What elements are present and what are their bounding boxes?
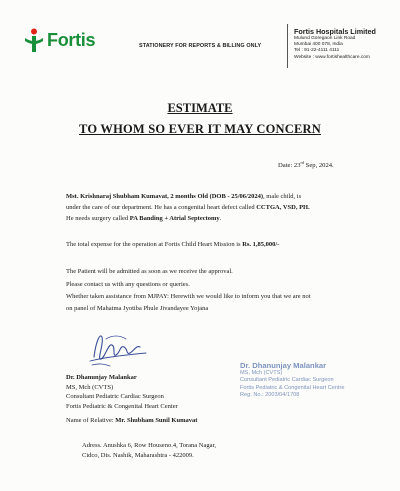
stamp-line: Reg. No.: 2003/04/1708 bbox=[240, 392, 300, 399]
address-line: Mulund Goregaon Link Road bbox=[294, 36, 356, 41]
doctor-name: Dr. Dhanunjay Malankar bbox=[66, 374, 137, 381]
concern-title: TO WHOM SO EVER IT MAY CONCERN bbox=[79, 122, 321, 136]
mjpay-line-2: on panel of Mahatma Jyotiba Phule Jivandayee Yojana bbox=[66, 305, 209, 312]
doctor-qualification: MS, Mch (CVTS) bbox=[66, 383, 114, 391]
logo-text: Fortis bbox=[47, 29, 96, 50]
diagnosis: CCTGA, VSD, PH. bbox=[256, 204, 310, 211]
address-line-2: Cidco, Dis. Nashik, Maharashtra - 422009. bbox=[82, 452, 194, 459]
header-divider bbox=[287, 24, 288, 68]
stamp-line: Consultant Pediatric Cardiac Surgeon bbox=[240, 377, 334, 384]
letter-date: Date: 23rd Sep, 2024. bbox=[278, 160, 334, 170]
patient-name: Mst. Krishnaraj Shubham Kumavat, 2 months Old (DOB - 25/06/2024) bbox=[66, 193, 264, 200]
fortis-logo bbox=[24, 28, 95, 52]
hospital-address-block bbox=[294, 27, 376, 61]
address-line: Tel : 91-22-4111 4111 bbox=[294, 48, 340, 54]
expense-amount: Rs. 1,85,000/- bbox=[242, 241, 280, 248]
patient-line: Mst. Krishnaraj Shubham Kumavat, 2 months Old (DOB - 25/06/2024), male child, is bbox=[66, 193, 302, 200]
doctor-center: Fortis Pediatric & Congenital Heart Center bbox=[66, 402, 178, 410]
doctor-signature bbox=[86, 327, 150, 371]
hospital-name: Fortis Hospitals Limited bbox=[294, 27, 376, 36]
stamp-line: MS, Mch (CVTS) bbox=[240, 370, 283, 376]
admission-line: The Patient will be admitted as soon as we receive the approval. bbox=[66, 268, 233, 275]
stamp-name: Dr. Dhanunjay Malankar bbox=[240, 361, 327, 370]
letterhead bbox=[0, 0, 400, 78]
contact-line: Please contact us with any questions or queries. bbox=[66, 281, 190, 288]
relative-line: Name of Relative: Mr. Shubham Sunil Kumavat bbox=[66, 417, 198, 424]
diagnosis-line: under the care of our department. He has a congenital heart defect called CCTGA, VSD, PH. bbox=[66, 204, 310, 211]
surgery-line: He needs surgery called PA Banding + Atrial Septectomy. bbox=[66, 215, 222, 222]
surgery-name: PA Banding + Atrial Septectomy bbox=[129, 215, 220, 222]
address-line: Mumbai 400 078, India bbox=[294, 42, 343, 48]
expense-line: The total expense for the operation at Fortis Child Heart Mission is Rs. 1,85,000/- bbox=[66, 241, 280, 248]
address-line-1: Adress. Anushka 6, Row Houseno.4, Torana Nagar, bbox=[82, 442, 217, 449]
doctor-details bbox=[66, 373, 178, 411]
fortis-logo-mark-icon bbox=[24, 28, 44, 52]
stationery-label: STATIONERY FOR REPORTS & BILLING ONLY bbox=[139, 43, 262, 49]
stamp-line: Fortis Pediatric & Congenital Heart Centre bbox=[240, 384, 345, 391]
doctor-designation: Consultant Pediatric Cardiac Surgeon bbox=[66, 393, 164, 401]
mjpay-line: Whether taken assistance from MJPAY: Herewith we would like to inform you that we are not bbox=[66, 293, 311, 300]
address-line: Website : www.fortishealthcare.com bbox=[294, 54, 370, 60]
estimate-title: ESTIMATE bbox=[167, 101, 233, 115]
relative-name: Mr. Shubham Sunil Kumavat bbox=[115, 417, 198, 424]
doctor-stamp bbox=[240, 361, 344, 400]
